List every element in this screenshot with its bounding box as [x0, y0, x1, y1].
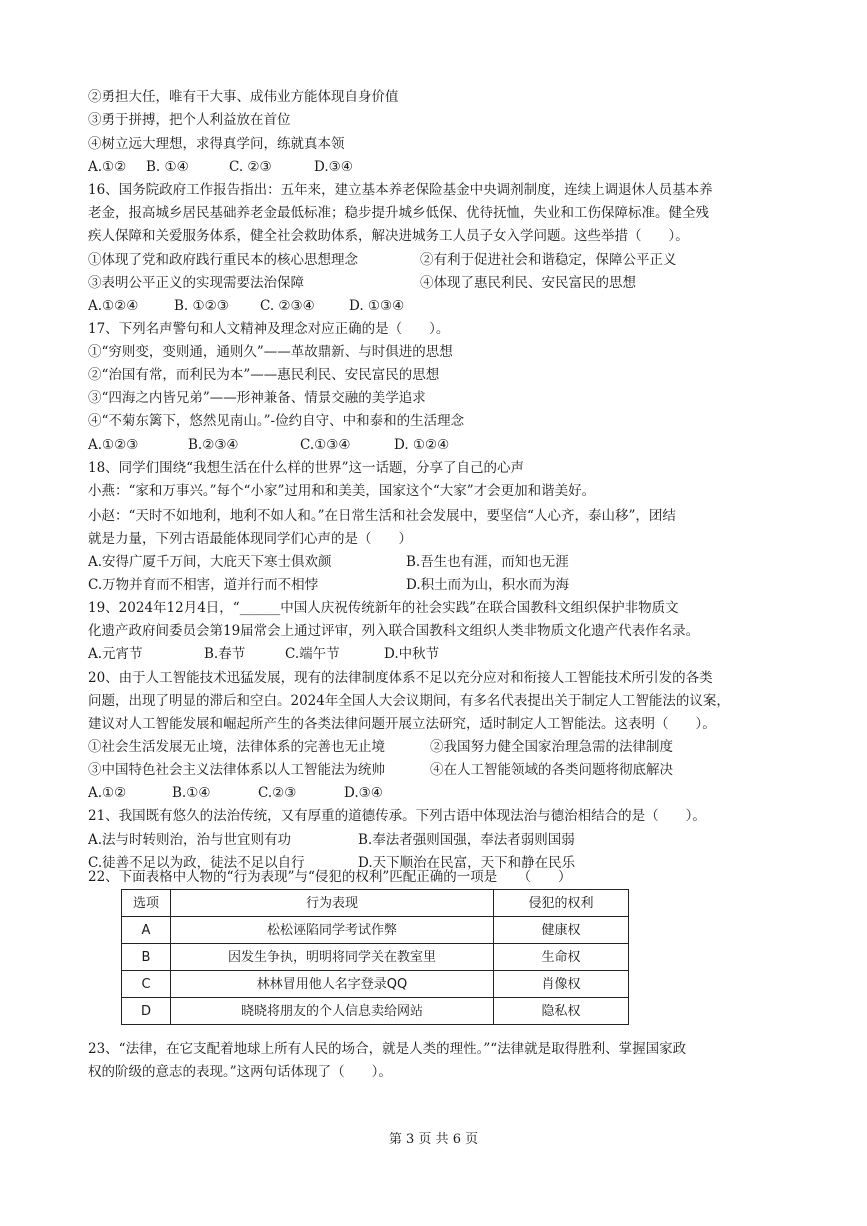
option-d: D.③④ — [344, 785, 383, 801]
option-b: B.②③④ — [188, 437, 239, 453]
option-a: A.①②③ — [88, 437, 139, 453]
option-b: B.奉法者强则国强，奉法者弱则国弱 — [358, 832, 575, 848]
q17-stem: 17、下列名声警句和人文精神及理念对应正确的是（ ）。 — [88, 321, 450, 337]
option-d: D. ①②④ — [394, 437, 450, 453]
table-cell: A — [122, 917, 171, 944]
table-row — [122, 944, 629, 971]
table-cell: 因发生争执，明明将同学关在教室里 — [171, 944, 494, 971]
option-d: D.中秋节 — [384, 646, 440, 662]
option-c: C.端午节 — [285, 646, 340, 662]
option-c: C.②③ — [258, 785, 297, 801]
column-header: 选项 — [122, 890, 171, 917]
table-cell: 林林冒用他人名字登录QQ — [171, 971, 494, 998]
option-d: D.积土而为山，积水而为海 — [406, 577, 570, 593]
q16-statement-3: ③表明公平正义的实现需要法治保障 — [88, 275, 304, 291]
option-d: D.③④ — [314, 159, 353, 175]
table-cell: 生命权 — [494, 944, 629, 971]
carry-item-4: ④树立远大理想，求得真学问，练就真本领 — [88, 136, 345, 152]
option-a: A.①②④ — [88, 298, 139, 314]
option-a: A.安得广厦千万间，大庇天下寒士俱欢颜 — [88, 554, 332, 570]
q16-statement-2: ②有利于促进社会和谐稳定，保障公平正义 — [420, 252, 677, 268]
table-header-row — [122, 890, 629, 917]
option-c: C. ②③④ — [260, 298, 315, 314]
q16-statement-1: ①体现了党和政府践行重民本的核心思想理念 — [88, 252, 358, 268]
q21-stem: 21、我国既有悠久的法治传统，又有厚重的道德传承。下列古语中体现法治与德治相结合的是（ ）。 — [88, 808, 706, 824]
table-cell: 松松诬陷同学考试作弊 — [171, 917, 494, 944]
option-c: C.①③④ — [300, 437, 351, 453]
q19-stem-line1: 19、2024年12月4日，“______中国人庆祝传统新年的社会实践”在联合国教科文组织保护非物质文 — [88, 600, 679, 616]
q18-stem: 18、同学们围绕“我想生活在什么样的世界”这一话题，分享了自己的心声 — [88, 460, 524, 476]
option-c: C.万物并育而不相害，道并行而不相悖 — [88, 577, 319, 593]
q17-options — [88, 439, 449, 453]
q18-xiaozhao-line1: 小赵：“天时不如地利，地利不如人和。”在日常生活和社会发展中，要坚信“人心齐，泰山移”，团结 — [88, 508, 676, 524]
page-footer: 第 3 页 共 6 页 — [388, 1132, 479, 1147]
table-cell: 隐私权 — [494, 998, 629, 1025]
q20-stem-line2: 问题，出现了明显的滞后和空白。2024年全国人大会议期间，有多名代表提出关于制定人工智能法的议案， — [88, 693, 730, 709]
q17-statement-1: ①“穷则变，变则通，通则久”——革故鼎新、与时俱进的思想 — [88, 344, 453, 360]
q17-statement-4: ④“不菊东篱下，悠然见南山。”-俭约自守、中和泰和的生活理念 — [88, 413, 465, 429]
option-c: C.徒善不足以为政，徒法不足以自行 — [88, 855, 305, 871]
table-cell: 肖像权 — [494, 971, 629, 998]
q16-stem-line2: 老金，报高城乡居民基础养老金最低标准；稳步提升城乡低保、优待抚恤，失业和工伤保障标准。健全残 — [88, 205, 709, 221]
option-b: B.吾生也有涯，而知也无涯 — [406, 554, 569, 570]
q16-statement-4: ④体现了惠民利民、安民富民的思想 — [420, 275, 636, 291]
option-a: A.①② — [88, 785, 127, 801]
option-d: D.天下顺治在民富，天下和静在民乐 — [358, 855, 576, 871]
q18-xiaoyan: 小燕：“家和万事兴。”每个“小家”过用和和美美，国家这个“大家”才会更加和谐美好。 — [88, 483, 596, 499]
q17-statement-2: ②“治国有常，而利民为本”——惠民利民、安民富民的思想 — [88, 367, 440, 383]
q19-stem-line2: 化遗产政府间委员会第19届常会上通过评审，列入联合国教科文组织人类非物质文化遗产代表作名录。 — [88, 623, 700, 639]
q23-stem-line2: 权的阶级的意志的表现。”这两句话体现了（ ）。 — [88, 1064, 392, 1080]
option-a: A.元宵节 — [88, 646, 143, 662]
option-b: B.春节 — [204, 646, 246, 662]
carry-item-3: ③勇于拼搏，把个人利益放在首位 — [88, 112, 291, 128]
q20-statement-3: ③中国特色社会主义法律体系以人工智能法为统帅 — [88, 762, 385, 778]
option-b: B.①④ — [172, 785, 211, 801]
option-b: B. ①④ — [146, 159, 189, 175]
option-a: A.法与时转则治，治与世宜则有功 — [88, 832, 292, 848]
option-d: D. ①③④ — [349, 298, 405, 314]
column-header: 侵犯的权利 — [494, 890, 629, 917]
q20-statement-2: ②我国努力健全国家治理急需的法律制度 — [430, 739, 673, 755]
q22-stem: 22、下面表格中人物的“行为表现”与“侵犯的权利”匹配正确的一项是 （ ） — [88, 869, 572, 885]
table-cell: B — [122, 944, 171, 971]
table-row — [122, 971, 629, 998]
q16-stem-line1: 16、国务院政府工作报告指出：五年来，建立基本养老保险基金中央调剂制度，连续上调退休人员基本养 — [88, 182, 713, 198]
option-a: A.①② — [88, 159, 127, 175]
q20-statement-4: ④在人工智能领域的各类问题将彻底解决 — [430, 762, 673, 778]
q20-options — [88, 787, 383, 801]
table-cell: C — [122, 971, 171, 998]
option-b: B. ①②③ — [174, 298, 229, 314]
table-row — [122, 998, 629, 1025]
q19-options — [88, 648, 439, 662]
carry-item-2: ②勇担大任，唯有干大事、成伟业方能体现自身价值 — [88, 89, 399, 105]
q23-stem-line1: 23、“法律，在它支配着地球上所有人民的场合，就是人类的理性。”“法律就是取得胜利、掌握国家政 — [88, 1041, 687, 1057]
carry-options — [88, 161, 353, 175]
q22-table — [121, 889, 629, 1025]
q20-stem-line3: 建议对人工智能发展和崛起所产生的各类法律问题开展立法研究，适时制定人工智能法。这表明（ ）。 — [88, 716, 716, 732]
option-c: C. ②③ — [229, 159, 272, 175]
table-cell: D — [122, 998, 171, 1025]
column-header: 行为表现 — [171, 890, 494, 917]
q16-stem-line3: 疾人保障和关爱服务体系，健全社会救助体系，解决进城务工人员子女入学问题。这些举措（ ）。 — [88, 228, 689, 244]
q18-xiaozhao-line2: 就是力量，下列古语最能体现同学们心声的是（ ） — [88, 531, 412, 547]
q20-stem-line1: 20、由于人工智能技术迅猛发展，现有的法律制度体系不足以充分应对和衔接人工智能技术所引发的各类 — [88, 670, 713, 686]
table-row — [122, 917, 629, 944]
table-cell: 健康权 — [494, 917, 629, 944]
table-cell: 晓晓将朋友的个人信息卖给网站 — [171, 998, 494, 1025]
q17-statement-3: ③“四海之内皆兄弟”——形神兼备、情景交融的美学追求 — [88, 390, 426, 406]
q20-statement-1: ①社会生活发展无止境，法律体系的完善也无止境 — [88, 739, 385, 755]
q16-options — [88, 300, 404, 314]
